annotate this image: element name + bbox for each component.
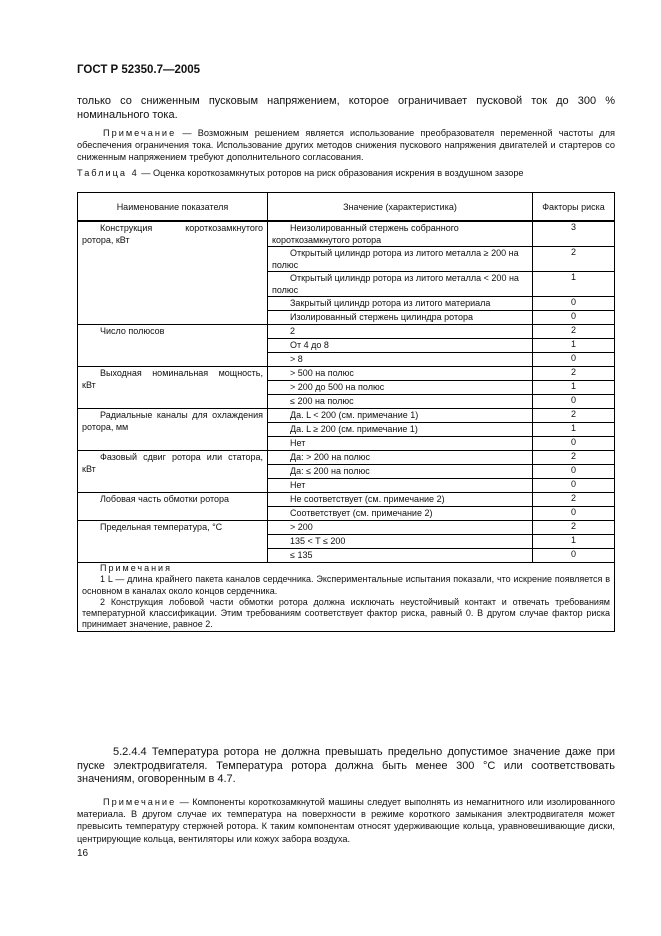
value-cell: Неизолированный стержень собранного короткозамкнутого ротора <box>268 221 533 247</box>
value-cell: Да. L ≥ 200 (см. примечание 1) <box>268 423 533 437</box>
note-2-text: — Компоненты короткозамкнутой машины следует выполнять из немагнитного или изолированного материала. В другом случае их температура на поверхности в режиме короткого замыкания электродвигателя может превысить температуру стержней ротора. К таким компонентам относят удерживающие кольца, уравновешивающие диски, центрирующие кольца, вентиляторы или кожух забора воздуха. <box>77 797 615 844</box>
value-cell: Да. L < 200 (см. примечание 1) <box>268 409 533 423</box>
factor-cell: 2 <box>533 451 615 465</box>
table-note-1: 1 L — длина крайнего пакета каналов сердечника. Экспериментальные испытания показали, что искрение появляется в основном в каналах около концов сердечника. <box>82 574 610 596</box>
indicator-name: Число полюсов <box>78 325 268 367</box>
value-cell: 135 < T ≤ 200 <box>268 535 533 549</box>
indicator-name: Фазовый сдвиг ротора или статора, кВт <box>78 451 268 493</box>
value-cell: Открытый цилиндр ротора из литого металла ≥ 200 на полюс <box>268 247 533 272</box>
table-caption-text: — Оценка короткозамкнутых роторов на риск образования искрения в воздушном зазоре <box>138 168 524 178</box>
table-caption-label: Таблица 4 <box>77 168 139 178</box>
value-cell: 2 <box>268 325 533 339</box>
table-row <box>78 221 615 247</box>
header-value: Значение (характеристика) <box>268 193 533 222</box>
table-row <box>78 325 615 339</box>
value-cell: Нет <box>268 437 533 451</box>
table-row <box>78 521 615 535</box>
value-cell: > 200 <box>268 521 533 535</box>
factor-cell: 0 <box>533 437 615 451</box>
note-2-label: Примечание <box>103 797 177 807</box>
value-cell: От 4 до 8 <box>268 339 533 353</box>
factor-cell: 3 <box>533 221 615 247</box>
risk-table <box>77 192 615 632</box>
table-note-2: 2 Конструкция лобовой части обмотки ротора должна исключать неустойчивый контакт и отвечать требованиям температурной классификации. Этим требованиям соответствует фактор риска, равный 0. В другом случае фактор риска принимает значение, равное 2. <box>82 596 610 630</box>
value-cell: Открытый цилиндр ротора из литого металла < 200 на полюс <box>268 272 533 297</box>
value-cell: ≤ 200 на полюс <box>268 395 533 409</box>
factor-cell: 0 <box>533 395 615 409</box>
factor-cell: 2 <box>533 325 615 339</box>
factor-cell: 1 <box>533 423 615 437</box>
section-5-2-4-4: 5.2.4.4 Температура ротора не должна превышать предельно допустимое значение даже при пуске электродвигателя. Температура ротора должна быть менее 300 °С или соответствовать значениям, оговоренным в 4.7. <box>77 746 615 785</box>
table-row <box>78 493 615 507</box>
value-cell: Не соответствует (см. примечание 2) <box>268 493 533 507</box>
value-cell: Соответствует (см. примечание 2) <box>268 507 533 521</box>
value-cell: > 200 до 500 на полюс <box>268 381 533 395</box>
factor-cell: 1 <box>533 381 615 395</box>
factor-cell: 2 <box>533 493 615 507</box>
value-cell: Да: ≤ 200 на полюс <box>268 465 533 479</box>
indicator-name: Предельная температура, °С <box>78 521 268 563</box>
factor-cell: 2 <box>533 367 615 381</box>
factor-cell: 1 <box>533 272 615 297</box>
factor-cell: 0 <box>533 479 615 493</box>
notes-title: Примечания <box>100 563 172 573</box>
indicator-name: Выходная номинальная мощность, кВт <box>78 367 268 409</box>
indicator-name: Лобовая часть обмотки ротора <box>78 493 268 521</box>
factor-cell: 0 <box>533 507 615 521</box>
table-row <box>78 367 615 381</box>
table-notes-row <box>78 563 615 632</box>
factor-cell: 0 <box>533 311 615 325</box>
factor-cell: 0 <box>533 297 615 311</box>
value-cell: Да: > 200 на полюс <box>268 451 533 465</box>
intro-paragraph: только со сниженным пусковым напряжением, которое ограничивает пусковой ток до 300 % номинального тока. <box>77 95 615 121</box>
header-indicator: Наименование показателя <box>78 193 268 222</box>
table-caption <box>77 168 524 178</box>
factor-cell: 2 <box>533 521 615 535</box>
factor-cell: 1 <box>533 535 615 549</box>
value-cell: > 500 на полюс <box>268 367 533 381</box>
factor-cell: 0 <box>533 549 615 563</box>
note-1-label: Примечание <box>103 128 177 138</box>
value-cell: ≤ 135 <box>268 549 533 563</box>
note-1 <box>77 127 615 164</box>
table-row <box>78 409 615 423</box>
indicator-name: Конструкция короткозамкнутого ротора, кВт <box>78 221 268 325</box>
factor-cell: 1 <box>533 339 615 353</box>
table-header-row <box>78 193 615 222</box>
note-1-text: — Возможным решением является использование преобразователя переменной частоты для обеспечения ограничения тока. Использование других методов снижения пускового напряжения двигателей и стартеров со сниженным напряжением требуют дополнительного согласования. <box>77 128 615 163</box>
value-cell: Изолированный стержень цилиндра ротора <box>268 311 533 325</box>
table-row <box>78 451 615 465</box>
value-cell: > 8 <box>268 353 533 367</box>
factor-cell: 2 <box>533 247 615 272</box>
indicator-name: Радиальные каналы для охлаждения ротора, мм <box>78 409 268 451</box>
value-cell: Нет <box>268 479 533 493</box>
factor-cell: 0 <box>533 465 615 479</box>
factor-cell: 2 <box>533 409 615 423</box>
factor-cell: 0 <box>533 353 615 367</box>
document-header: ГОСТ Р 52350.7—2005 <box>77 64 201 76</box>
header-risk-factor: Факторы риска <box>533 193 615 222</box>
value-cell: Закрытый цилиндр ротора из литого материала <box>268 297 533 311</box>
page-number: 16 <box>77 848 89 859</box>
table-notes <box>78 563 615 632</box>
note-2 <box>77 796 615 845</box>
